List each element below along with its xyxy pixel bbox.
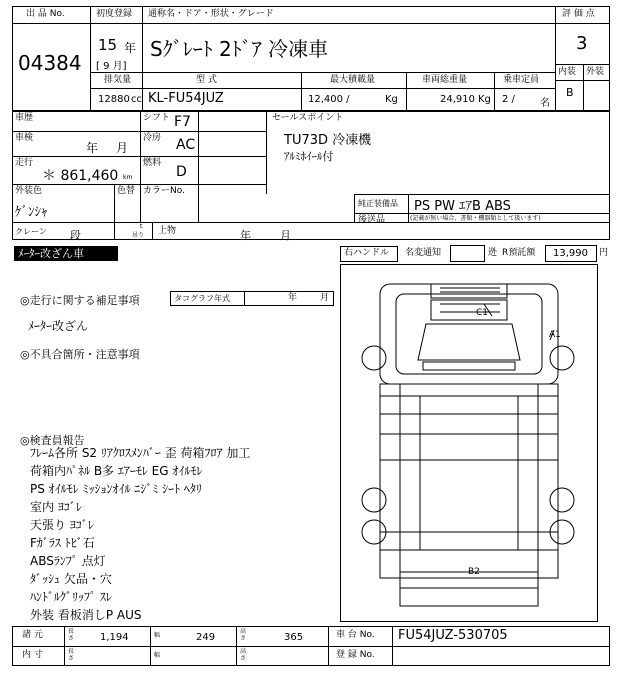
reg-no-label: 登 録 No. [336,650,375,660]
report-line: ﾊﾝﾄﾞﾙｸﾞﾘｯﾌﾟ ｽﾚ [30,590,112,604]
name-change-label: 名変通知 [405,248,442,258]
lot-number: 04384 [18,51,82,75]
color-label: 外装色 [15,186,43,196]
seats-value: 2 / [502,94,515,105]
aftermarket-label: 後送品 [358,215,386,225]
report-line: 天張り ﾖｺﾞﾚ [30,518,94,532]
mark-b2: B2 [468,567,480,577]
report-line: Fｶﾞﾗｽ ﾄﾋﾞ石 [30,536,95,550]
chassis-label: 車 台 No. [336,630,375,640]
fuel-label: 燃料 [143,158,162,168]
width-value: 249 [196,632,216,643]
specs-label: 諸 元 [22,630,43,640]
mileage-value: ＊ 861,460 [42,168,119,184]
gvw-value: 24,910 [440,94,475,105]
defects-label: ◎不具合箇所・注意事項 [20,348,140,361]
capacity-value: 12,400 / [308,94,350,105]
length-label: 長さ [67,628,74,642]
crane-lift: 吊り [132,232,145,239]
height-value: 365 [284,632,304,643]
reg-month: [ 9 月] [96,61,127,72]
capacity-unit: Kg [385,94,398,105]
width-label: 幅 [153,632,160,639]
driving-notes-label: ◎走行に関する補足事項 [20,294,140,307]
cabin-year: 年 [240,229,251,242]
right-hand-label: 右ハンドル [344,248,390,258]
meter-tampered-text: ﾒｰﾀｰ改ざん車 [18,247,84,260]
fuel-value: D [176,164,187,180]
shift-label: シフト [143,113,171,123]
exterior-label: 外装 [586,67,605,77]
model-code: KL-FU54JUZ [148,91,224,106]
mileage-unit: km [123,174,133,181]
recycle-label: R預託額 [502,248,536,258]
driving-note: ﾒｰﾀｰ改ざん [28,319,89,333]
aftermarket-note: (記載が無い場合、書類・機器類として扱います) [410,215,541,222]
cabin-month: 月 [280,229,291,242]
color-no-label: 色替 [117,186,136,196]
model-desc-label: 通称名・ドア・形状・グレード [148,9,274,19]
genuine-value: PS PW ｴｱB ABS [414,199,511,214]
genuine-label: 純正装備品 [358,199,398,208]
crane-label: クレーン [15,227,47,236]
score-value: 3 [576,33,588,54]
seats-label: 乗車定員 [503,75,540,85]
report-line: ﾀﾞｯｼｭ 欠品・穴 [30,572,112,586]
inspection-month: 月 [116,141,129,155]
tax-label: 迯 [488,248,498,258]
displacement-label: 排気量 [104,75,132,85]
cabin-label: 上物 [158,226,177,236]
crane-t: t [140,223,143,230]
report-line: PS ｵｲﾙﾓﾚ ﾐｯｼｮﾝｵｲﾙ ﾆｼﾞﾐ ｼｰﾄ ﾍﾀﾘ [30,482,202,496]
mark-a1: A1 [549,330,561,340]
tacho-year: 年 [288,293,298,303]
inspector-label: ◎検査員報告 [20,434,85,447]
ac-label: 冷房 [143,133,162,143]
length-label: 長さ [67,648,74,662]
height-label: 高さ [239,648,246,662]
displacement-unit: cc [131,94,142,105]
tachograph-label: タコグラフ年式 [174,294,230,303]
score-label: 評 価 点 [562,9,595,19]
model-label: 型 式 [196,75,217,85]
gvw-unit: Kg [478,94,491,105]
lot-label: 出 品 No. [26,9,65,19]
gvw-label: 車両総重量 [422,75,468,85]
chassis-no: FU54JUZ-530705 [398,628,508,643]
mark-c1: C1 [476,308,489,318]
reg-year-unit: 年 [124,41,137,55]
report-line: ﾌﾚｰﾑ各所 S2 ﾘｱｸﾛｽﾒﾝﾊﾞｰ 歪 荷箱ﾌﾛｱ 加工 [30,446,251,460]
height-label: 高さ [239,628,246,642]
report-line: 外装 看板消しP AUS [30,608,142,622]
sales-label: セールスポイント [272,113,344,123]
report-line: ABSﾗﾝﾌﾟ 点灯 [30,554,106,568]
interior-grade: B [566,86,574,99]
inspection-label: 車検 [15,133,34,143]
length-value: 1,194 [100,632,129,643]
sales-line-1: TU73D 冷凍機 [284,133,372,148]
tacho-month: 月 [320,293,330,303]
inspection-year: 年 [86,141,99,155]
report-line: 室内 ﾖｺﾞﾚ [30,500,82,514]
width-label: 幅 [153,652,160,659]
recycle-unit: 円 [599,248,609,258]
history-label: 車歴 [15,113,34,123]
color-value: ｹﾞﾝｼｬ [15,205,48,220]
first-reg-label: 初度登録 [96,9,133,19]
seats-unit: 名 [540,98,550,109]
crane-step: 段 [70,229,81,242]
ac-value: AC [176,137,196,153]
displacement-value: 12880 [98,94,130,105]
inner-label: 内 寸 [22,650,43,660]
reg-year: 15 [98,36,118,54]
interior-label: 内装 [558,67,577,77]
color-code-label: カラーNo. [143,186,185,196]
capacity-label: 最大積載量 [330,75,376,85]
report-line: 荷箱内ﾊﾟﾈﾙ B多 ｴｱｰﾓﾚ EG ｵｲﾙﾓﾚ [30,464,203,478]
shift-value: F7 [174,114,191,130]
car-name: Sｸﾞﾚｰﾄ 2ﾄﾞｱ 冷凍車 [150,37,329,61]
recycle-amount: 13,990 [553,248,588,259]
sales-line-2: ｱﾙﾐﾎｲｰﾙ付 [284,150,334,163]
name-change-box [450,245,485,262]
mileage-label: 走行 [15,158,34,168]
